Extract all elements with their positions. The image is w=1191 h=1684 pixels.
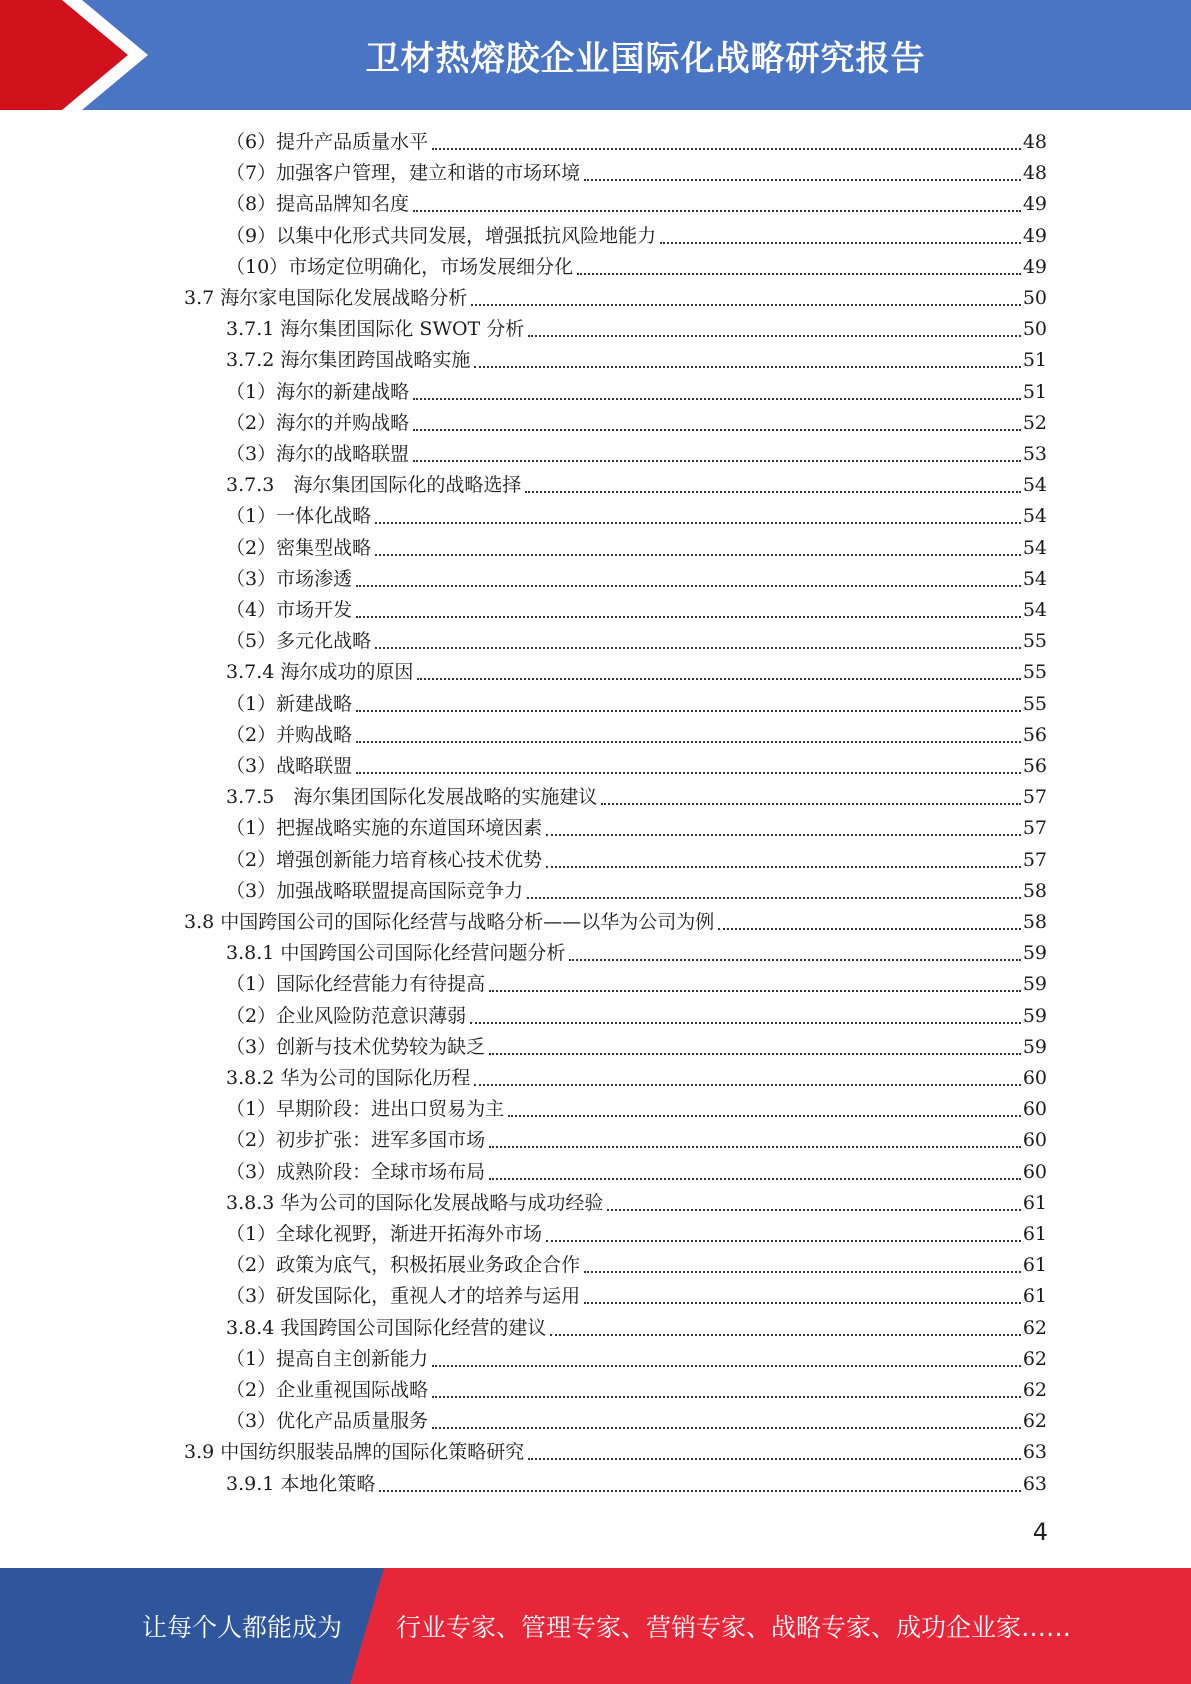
toc-dot-leader: [379, 1490, 1020, 1492]
toc-entry[interactable]: [226, 1219, 1047, 1250]
toc-entry[interactable]: [226, 1406, 1047, 1437]
toc-entry-page: 60: [1022, 1098, 1047, 1121]
toc-entry-label: （2）密集型战略: [226, 536, 372, 559]
toc-dot-leader: [546, 866, 1021, 868]
toc-entry-page: 53: [1022, 443, 1047, 465]
toc-entry[interactable]: [226, 470, 1047, 501]
toc-entry[interactable]: [226, 1157, 1047, 1188]
toc-entry-label: （5）多元化战略: [226, 630, 372, 653]
toc-entry-label: （2）并购战略: [226, 723, 353, 746]
toc-entry-label: 3.8.3 华为公司的国际化发展战略与成功经验: [226, 1191, 604, 1214]
toc-dot-leader: [569, 959, 1020, 961]
toc-entry-page: 51: [1022, 349, 1047, 372]
toc-entry[interactable]: [226, 813, 1047, 844]
toc-entry-label: 3.8.1 中国跨国公司国际化经营问题分析: [226, 942, 566, 965]
toc-entry-label: （2）政策为底气，积极拓展业务政企合作: [226, 1254, 581, 1277]
toc-entry-page: 49: [1022, 193, 1047, 216]
toc-entry-label: （6）提升产品质量水平: [226, 131, 429, 153]
toc-entry[interactable]: [226, 689, 1047, 720]
toc-dot-leader: [718, 928, 1021, 930]
toc-entry-page: 62: [1022, 1379, 1047, 1401]
toc-dot-leader: [584, 1302, 1021, 1304]
toc-dot-leader: [489, 1178, 1021, 1180]
page-header: [0, 0, 1191, 110]
toc-entry[interactable]: [226, 782, 1047, 813]
toc-entry-page: 62: [1022, 1347, 1047, 1370]
toc-entry-label: （1）把握战略实施的东道国环境因素: [226, 817, 543, 840]
toc-entry[interactable]: [226, 1375, 1047, 1406]
page-number: 4: [1032, 1518, 1048, 1546]
toc-dot-leader: [489, 1053, 1021, 1055]
toc-entry-page: 63: [1022, 1441, 1047, 1464]
toc-dot-leader: [413, 398, 1021, 400]
toc-dot-leader: [375, 522, 1021, 524]
toc-dot-leader: [607, 1209, 1020, 1211]
toc-entry-label: （2）初步扩张：进军多国市场: [226, 1129, 486, 1152]
toc-entry-page: 60: [1022, 1129, 1047, 1152]
toc-entry-label: （4）市场开发: [226, 599, 353, 621]
toc-entry-label: （1）海尔的新建战略: [226, 380, 410, 403]
toc-entry[interactable]: [226, 657, 1047, 688]
toc-entry[interactable]: [226, 1469, 1047, 1500]
toc-entry-page: 60: [1022, 1160, 1047, 1183]
toc-entry-label: （3）创新与技术优势较为缺乏: [226, 1035, 486, 1058]
toc-entry-page: 50: [1022, 318, 1047, 341]
toc-entry-label: 3.8 中国跨国公司的国际化经营与战略分析——以华为公司为例: [184, 911, 715, 933]
toc-entry-page: 62: [1022, 1410, 1047, 1433]
toc-entry-page: 52: [1022, 411, 1047, 434]
toc-entry-label: （2）企业风险防范意识薄弱: [226, 1004, 467, 1027]
toc-entry[interactable]: [226, 1032, 1047, 1063]
toc-entry-page: 56: [1022, 723, 1047, 746]
toc-entry[interactable]: [226, 876, 1047, 907]
toc-dot-leader: [489, 990, 1021, 992]
toc-entry-page: 59: [1022, 1035, 1047, 1058]
toc-entry[interactable]: [226, 345, 1047, 376]
toc-entry-page: 61: [1022, 1285, 1047, 1308]
toc-entry-label: （9）以集中化形式共同发展，增强抵抗风险地能力: [226, 224, 657, 247]
toc-dot-leader: [660, 242, 1021, 244]
toc-dot-leader: [546, 1240, 1021, 1242]
toc-entry-page: 50: [1022, 287, 1047, 309]
toc-entry-label: （10）市场定位明确化，市场发展细分化: [226, 255, 574, 278]
toc-entry[interactable]: [226, 439, 1047, 470]
toc-entry[interactable]: [226, 189, 1047, 220]
toc-entry[interactable]: [184, 1437, 1047, 1468]
toc-entry[interactable]: [226, 595, 1047, 626]
toc-dot-leader: [489, 1146, 1021, 1148]
toc-entry-page: 63: [1022, 1472, 1047, 1495]
toc-dot-leader: [474, 366, 1020, 368]
toc-entry-page: 54: [1022, 505, 1047, 528]
toc-entry-label: 3.7.5 海尔集团国际化发展战略的实施建议: [226, 786, 598, 809]
toc-entry-label: （2）企业重视国际战略: [226, 1379, 429, 1401]
toc-entry[interactable]: [226, 501, 1047, 532]
toc-entry-page: 59: [1022, 973, 1047, 996]
toc-entry-page: 51: [1022, 380, 1047, 403]
toc-dot-leader: [417, 678, 1020, 680]
toc-entry[interactable]: [226, 1344, 1047, 1375]
toc-dot-leader: [474, 1084, 1020, 1086]
toc-entry[interactable]: [226, 1281, 1047, 1312]
toc-entry-label: （1）提高自主创新能力: [226, 1347, 429, 1370]
toc-dot-leader: [528, 1458, 1021, 1460]
toc-entry-page: 49: [1022, 255, 1047, 278]
toc-entry-page: 60: [1022, 1067, 1047, 1089]
toc-entry-label: （3）加强战略联盟提高国际竞争力: [226, 879, 524, 902]
toc-entry-page: 57: [1022, 848, 1047, 871]
toc-dot-leader: [577, 273, 1021, 275]
toc-entry[interactable]: [226, 1063, 1047, 1094]
toc-dot-leader: [432, 1396, 1021, 1398]
toc-entry-page: 55: [1022, 630, 1047, 653]
toc-dot-leader: [356, 616, 1021, 618]
toc-entry[interactable]: [184, 907, 1047, 938]
toc-dot-leader: [584, 1271, 1021, 1273]
toc-dot-leader: [508, 1115, 1021, 1117]
toc-dot-leader: [527, 897, 1021, 899]
toc-entry[interactable]: [226, 1250, 1047, 1281]
toc-entry-page: 54: [1022, 599, 1047, 621]
toc-entry[interactable]: [226, 845, 1047, 876]
toc-entry[interactable]: [226, 564, 1047, 595]
toc-entry-page: 54: [1022, 536, 1047, 559]
toc-entry-label: （7）加强客户管理，建立和谐的市场环境: [226, 162, 581, 185]
toc-entry[interactable]: [226, 314, 1047, 345]
toc-entry-page: 57: [1022, 817, 1047, 840]
toc-entry[interactable]: [226, 1001, 1047, 1032]
toc-entry-label: （1）全球化视野，渐进开拓海外市场: [226, 1223, 543, 1245]
toc-entry-page: 54: [1022, 567, 1047, 590]
toc-entry-page: 61: [1022, 1223, 1047, 1245]
toc-entry-label: 3.9.1 本地化策略: [226, 1472, 376, 1495]
toc-entry[interactable]: [226, 1094, 1047, 1125]
toc-entry[interactable]: [226, 377, 1047, 408]
footer-slogan-left: 让每个人都能成为: [142, 1613, 343, 1642]
toc-dot-leader: [413, 460, 1021, 462]
toc-entry[interactable]: [226, 969, 1047, 1000]
toc-entry-page: 55: [1022, 692, 1047, 715]
toc-dot-leader: [432, 1427, 1021, 1429]
toc-entry-label: （3）研发国际化，重视人才的培养与运用: [226, 1285, 581, 1308]
toc-entry-page: 59: [1022, 1004, 1047, 1027]
toc-entry-page: 58: [1022, 911, 1047, 933]
toc-entry[interactable]: [226, 938, 1047, 969]
toc-dot-leader: [471, 304, 1021, 306]
toc-dot-leader: [601, 803, 1020, 805]
toc-entry[interactable]: [226, 221, 1047, 252]
toc-dot-leader: [375, 647, 1021, 649]
toc-entry-label: 3.8.2 华为公司的国际化历程: [226, 1067, 471, 1089]
toc-entry-page: 55: [1022, 661, 1047, 684]
toc-entry-label: （3）优化产品质量服务: [226, 1410, 429, 1433]
toc-entry-page: 56: [1022, 755, 1047, 777]
toc-entry[interactable]: [226, 626, 1047, 657]
toc-dot-leader: [470, 1022, 1021, 1024]
toc-entry[interactable]: [226, 1188, 1047, 1219]
toc-entry[interactable]: [226, 1125, 1047, 1156]
toc-entry-label: （3）战略联盟: [226, 755, 353, 777]
toc-entry-label: （2）海尔的并购战略: [226, 411, 410, 434]
toc-entry-label: （1）一体化战略: [226, 505, 372, 528]
toc-dot-leader: [413, 429, 1021, 431]
toc-entry-page: 48: [1022, 131, 1047, 153]
toc-dot-leader: [550, 1334, 1020, 1336]
toc-dot-leader: [546, 834, 1021, 836]
toc-entry-label: （3）市场渗透: [226, 567, 353, 590]
toc-entry-label: （1）新建战略: [226, 692, 353, 715]
toc-dot-leader: [356, 585, 1021, 587]
toc-entry[interactable]: [226, 252, 1047, 283]
toc-entry[interactable]: [226, 127, 1047, 158]
page-footer: [0, 1568, 1191, 1684]
toc-entry-label: （2）增强创新能力培育核心技术优势: [226, 848, 543, 871]
header-arrow-decoration: [0, 0, 160, 110]
toc-entry-page: 57: [1022, 786, 1047, 809]
toc-entry-page: 48: [1022, 162, 1047, 185]
document-title: 卫材热熔胶企业国际化战略研究报告: [365, 38, 926, 79]
toc-entry[interactable]: [184, 283, 1047, 314]
toc-entry-label: （1）早期阶段：进出口贸易为主: [226, 1098, 505, 1121]
toc-entry-page: 58: [1022, 879, 1047, 902]
toc-entry-page: 62: [1022, 1316, 1047, 1339]
toc-entry-page: 54: [1022, 474, 1047, 497]
toc-entry-label: 3.9 中国纺织服装品牌的国际化策略研究: [184, 1441, 525, 1464]
toc-entry-page: 61: [1022, 1191, 1047, 1214]
toc-entry-label: （1）国际化经营能力有待提高: [226, 973, 486, 996]
toc-dot-leader: [584, 179, 1021, 181]
toc-entry[interactable]: [226, 533, 1047, 564]
toc-entry-page: 59: [1022, 942, 1047, 965]
toc-dot-leader: [356, 710, 1021, 712]
toc-dot-leader: [432, 1365, 1021, 1367]
toc-entry-page: 49: [1022, 224, 1047, 247]
toc-entry[interactable]: [226, 158, 1047, 189]
toc-dot-leader: [356, 741, 1021, 743]
toc-entry-label: 3.7.3 海尔集团国际化的战略选择: [226, 474, 522, 497]
toc-entry[interactable]: [226, 720, 1047, 751]
toc-dot-leader: [528, 335, 1021, 337]
toc-dot-leader: [432, 148, 1021, 150]
footer-slogan-right: 行业专家、管理专家、营销专家、战略专家、成功企业家……: [396, 1613, 1072, 1642]
toc-entry-label: （8）提高品牌知名度: [226, 193, 410, 216]
toc-entry[interactable]: [226, 751, 1047, 782]
toc-dot-leader: [525, 491, 1020, 493]
toc-entry[interactable]: [226, 408, 1047, 439]
toc-dot-leader: [356, 772, 1021, 774]
toc-entry-label: （3）成熟阶段：全球市场布局: [226, 1160, 486, 1183]
toc-entry-page: 61: [1022, 1254, 1047, 1277]
toc-entry-label: 3.7.1 海尔集团国际化 SWOT 分析: [226, 318, 525, 341]
toc-entry-label: 3.7.2 海尔集团跨国战略实施: [226, 349, 471, 372]
toc-entry[interactable]: [226, 1313, 1047, 1344]
toc-entry-label: 3.7 海尔家电国际化发展战略分析: [184, 287, 468, 309]
toc-dot-leader: [375, 554, 1021, 556]
toc-entry-label: 3.7.4 海尔成功的原因: [226, 661, 414, 684]
toc-entry-label: （3）海尔的战略联盟: [226, 443, 410, 465]
toc-entry-label: 3.8.4 我国跨国公司国际化经营的建议: [226, 1316, 547, 1339]
toc-dot-leader: [413, 210, 1021, 212]
